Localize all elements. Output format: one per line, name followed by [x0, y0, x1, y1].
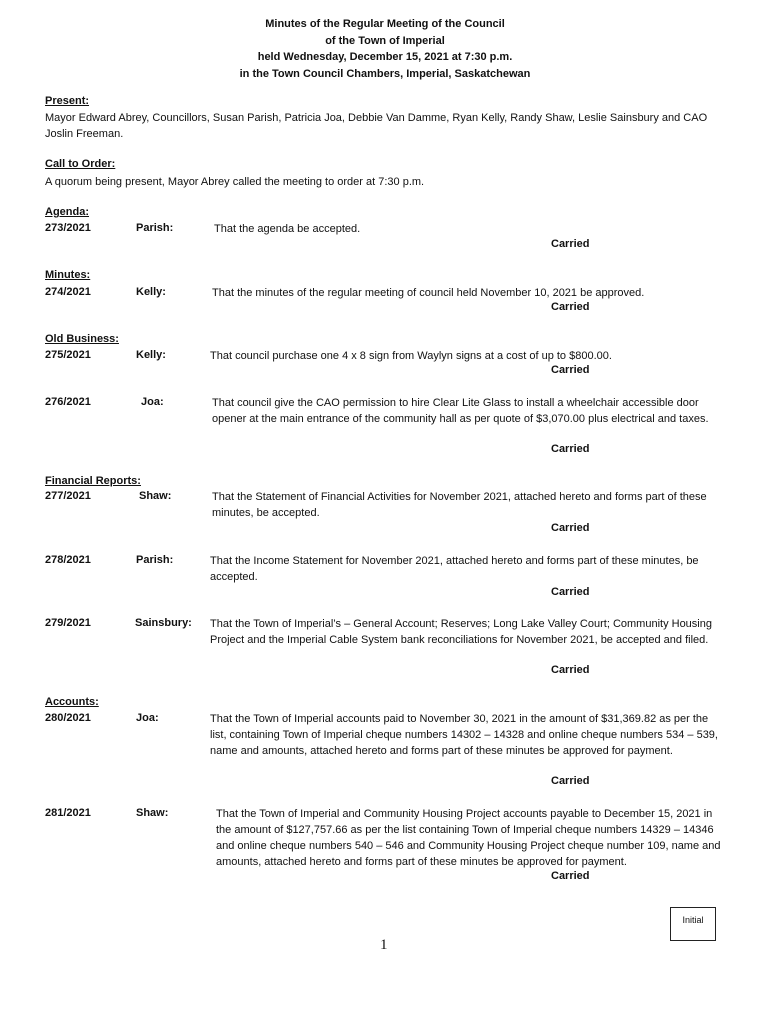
motion-number: 277/2021 [45, 490, 91, 502]
motion-result: Carried [551, 775, 590, 787]
motion-result: Carried [551, 443, 590, 455]
motion-result: Carried [551, 522, 590, 534]
call-to-order-heading: Call to Order: [45, 158, 116, 170]
motion-number: 273/2021 [45, 222, 91, 234]
motion-text: That the Town of Imperial’s – General Account; Reserves; Long Lake Valley Court; Community Housing Project and the Imperial Cable System bank reconciliations for November 2021, be accepted and filed. [210, 618, 712, 646]
page-number: 1 [380, 937, 388, 953]
motion-text: That the Town of Imperial accounts paid to November 30, 2021 in the amount of $31,369.82 as per the list, containing Town of Imperial cheque numbers 14302 – 14328 and online cheque numbers 534 – 539, name and amounts, attached hereto and forms part of these minutes be approved for payment. [210, 713, 718, 757]
motion-mover: Kelly: [136, 349, 166, 361]
old-business-heading: Old Business: [45, 333, 119, 345]
motion-mover: Joa: [141, 396, 164, 408]
motion-number: 275/2021 [45, 349, 91, 361]
motion-mover: Parish: [136, 222, 174, 234]
motion-number: 278/2021 [45, 554, 91, 566]
motion-number: 276/2021 [45, 396, 91, 408]
motion-text: That the Income Statement for November 2021, attached hereto and forms part of these minutes, be accepted. [210, 555, 699, 583]
motion-result: Carried [551, 238, 590, 250]
motion-result: Carried [551, 664, 590, 676]
title-line-2: of the Town of Imperial [325, 34, 445, 47]
financial-reports-heading: Financial Reports: [45, 475, 141, 487]
minutes-heading: Minutes: [45, 269, 91, 281]
motion-text: That the agenda be accepted. [214, 223, 361, 235]
present-text: Mayor Edward Abrey, Councillors, Susan Parish, Patricia Joa, Debbie Van Damme, Ryan Kelly, Randy Shaw, Leslie Sainsbury and CAO Joslin Freeman. [45, 112, 708, 140]
motion-mover: Shaw: [136, 807, 169, 819]
motion-text: That the Statement of Financial Activities for November 2021, attached hereto and forms part of these minutes, be accepted. [212, 491, 707, 519]
present-heading: Present: [45, 95, 90, 107]
motion-text: That council give the CAO permission to hire Clear Lite Glass to install a wheelchair accessible door opener at the main entrance of the community hall as per quote of $3,070.00 plus electrical and taxes. [212, 397, 709, 425]
title-line-4: in the Town Council Chambers, Imperial, Saskatchewan [239, 67, 531, 80]
motion-mover: Joa: [136, 712, 159, 724]
motion-mover: Shaw: [139, 490, 172, 502]
motion-number: 274/2021 [45, 286, 91, 298]
motion-result: Carried [551, 586, 590, 598]
motion-mover: Kelly: [136, 286, 166, 298]
motion-text: That council purchase one 4 x 8 sign from Waylyn signs at a cost of up to $800.00. [210, 350, 612, 362]
motion-number: 280/2021 [45, 712, 91, 724]
motion-mover: Sainsbury: [135, 617, 192, 629]
motion-text: That the Town of Imperial and Community Housing Project accounts payable to December 15, 2021 in the amount of $127,757.66 as per the list containing Town of Imperial cheque numbers 14329 – 14346 and online cheque numbers 540 – 546 and Community Housing Project cheque number 109, name and amounts, attached hereto and forms part of these minutes be approved for payment. [216, 808, 721, 868]
title-line-1: Minutes of the Regular Meeting of the Council [265, 18, 505, 30]
initial-box [670, 907, 716, 941]
agenda-heading: Agenda: [45, 206, 89, 218]
motion-number: 281/2021 [45, 807, 91, 819]
title-line-3: held Wednesday, December 15, 2021 at 7:30 p.m. [257, 51, 513, 63]
motion-text: That the minutes of the regular meeting of council held November 10, 2021 be approved. [212, 287, 645, 299]
motion-result: Carried [551, 364, 590, 376]
accounts-heading: Accounts: [45, 696, 99, 708]
call-to-order-text: A quorum being present, Mayor Abrey called the meeting to order at 7:30 p.m. [45, 176, 425, 188]
motion-mover: Parish: [136, 554, 174, 566]
document-title [0, 16, 770, 82]
motion-result: Carried [551, 301, 590, 313]
initial-label: Initial [682, 915, 704, 925]
motion-number: 279/2021 [45, 617, 91, 629]
motion-result: Carried [551, 870, 590, 882]
